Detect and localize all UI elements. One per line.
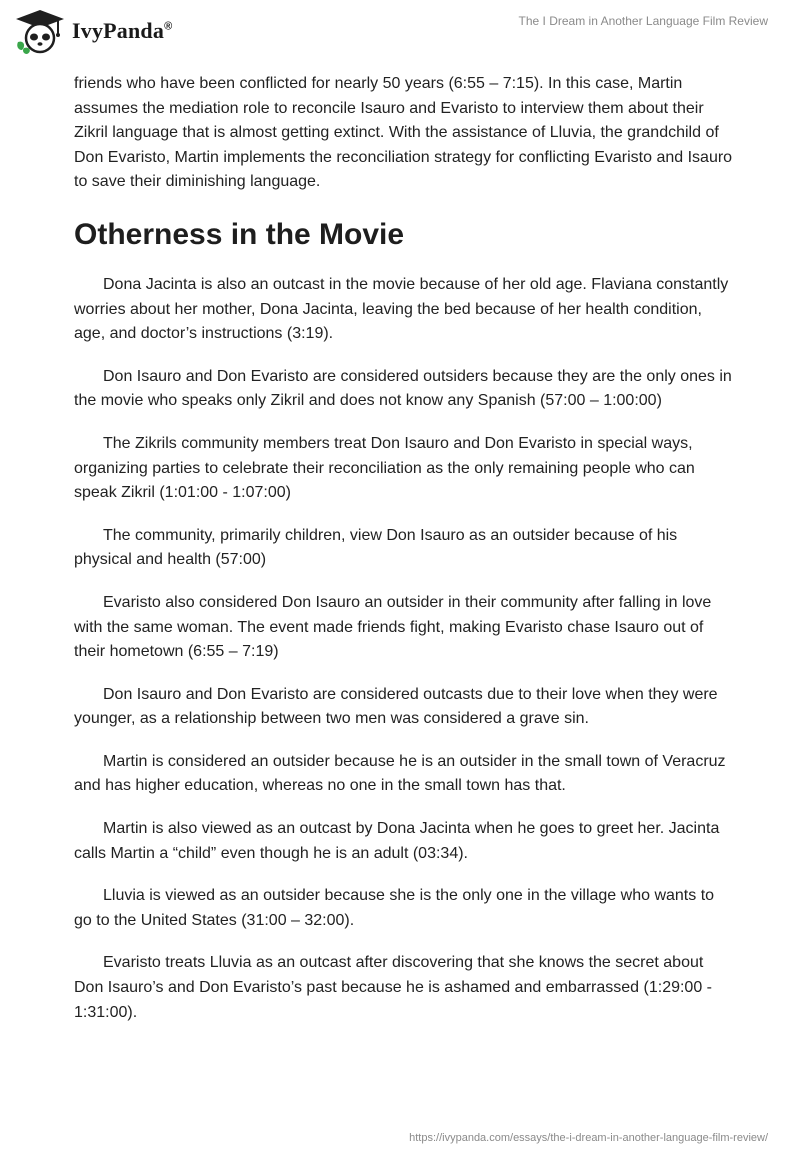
- paragraph: Evaristo also considered Don Isauro an outsider in their community after falling in love with the same woman. The event made friends fight, making Evaristo chase Isauro out of their hometown (6:55 – 7:19): [74, 593, 712, 661]
- paragraph: Don Isauro and Don Evaristo are considered outcasts due to their love when they were younger, as a relationship between two men was considered a grave sin.: [74, 685, 718, 728]
- paragraph: The community, primarily children, view Don Isauro as an outsider because of his physical and health (57:00): [74, 526, 678, 569]
- paragraph: Martin is also viewed as an outcast by Dona Jacinta when he goes to greet her. Jacinta calls Martin a “child” even though he is an adult (03:34).: [74, 820, 720, 862]
- paragraph: Martin is considered an outsider because he is an outsider in the small town of Veracruz and has higher education, whereas no one in the small town has that.: [74, 752, 726, 795]
- source-url[interactable]: https://ivypanda.com/essays/the-i-dream-in-another-language-film-review/: [409, 1132, 768, 1144]
- intro-paragraph: friends who have been conflicted for nearly 50 years (6:55 – 7:15). In this case, Martin assumes the mediation role to reconcile Isauro and Evaristo to interview them about their Zikril language that is almost getting extinct. With the assistance of Lluvia, the grandchild of Don Evaristo, Martin implements the reconciliation strategy for conflicting Evaristo and Isauro to save their diminishing language.: [74, 75, 733, 191]
- paragraph: The Zikrils community members treat Don Isauro and Don Evaristo in special ways, organizing parties to celebrate their reconciliation as the only remaining people who can speak Zikril (1:01:00 - 1:07:00): [74, 434, 695, 502]
- document-title: The I Dream in Another Language Film Review: [518, 14, 768, 28]
- paragraph: Don Isauro and Don Evaristo are considered outsiders because they are the only ones in the movie who speaks only Zikril and does not know any Spanish (57:00 – 1:00:00): [74, 367, 732, 410]
- essay-body: [74, 72, 734, 1043]
- page-header: [0, 0, 800, 62]
- brand-name: IvyPanda®: [72, 18, 173, 43]
- paragraph: Lluvia is viewed as an outsider because she is the only one in the village who wants to go to the United States (31:00 – 32:00).: [74, 887, 715, 929]
- ivypanda-logo[interactable]: [14, 8, 172, 54]
- section-heading: Otherness in the Movie: [74, 217, 405, 251]
- paragraph: Dona Jacinta is also an outcast in the movie because of her old age. Flaviana constantly worries about her mother, Dona Jacinta, leaving the bed because of her health condition, age, and doctor’s instructions (3:19).: [74, 275, 729, 343]
- panda-graduate-icon: [14, 8, 66, 54]
- paragraph: Evaristo treats Lluvia as an outcast after discovering that she knows the secret about Don Isauro’s and Don Evaristo’s past because he is ashamed and embarrassed (1:29:00 - 1:31:00).: [74, 954, 712, 1021]
